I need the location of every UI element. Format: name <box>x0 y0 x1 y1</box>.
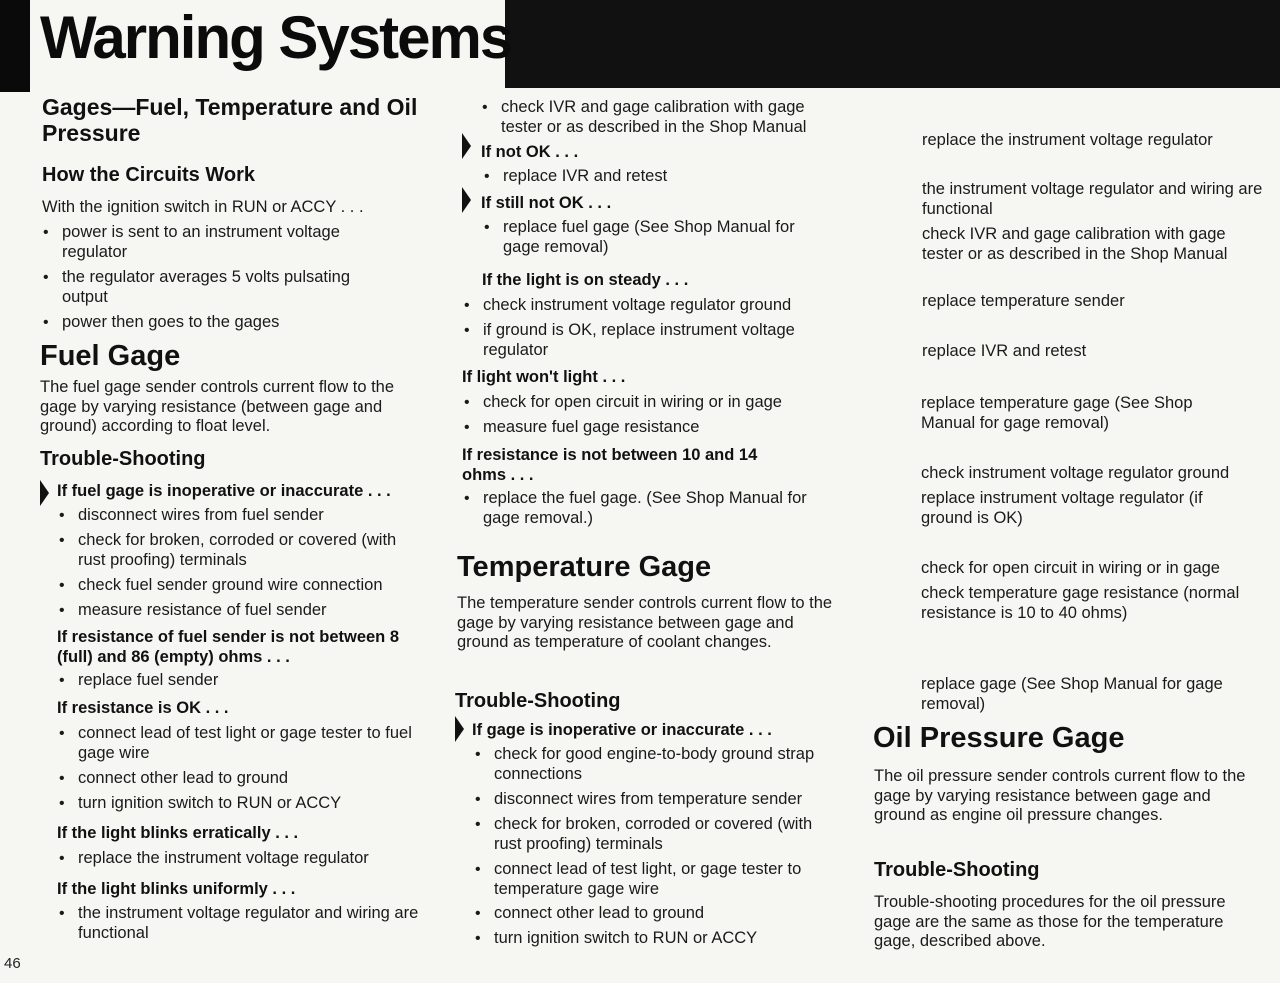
oil-pressure-gage-title: Oil Pressure Gage <box>873 722 1125 754</box>
list-item: • replace the fuel gage. (See Shop Manual for gage removal.) <box>483 489 823 528</box>
list-item: • replace fuel sender <box>78 671 418 691</box>
list-item: • power then goes to the gages <box>62 313 392 333</box>
circuits-intro: With the ignition switch in RUN or ACCY . . . <box>42 198 364 216</box>
procedure-result: replace instrument voltage regulator (if ground is OK) <box>921 489 1203 527</box>
condition-label: If fuel gage is inoperative or inaccurate . . . <box>57 482 391 500</box>
page-number: 46 <box>4 955 21 972</box>
temperature-gage-description: The temperature sender controls current flow to the gage by varying resistance between gage and ground as temperature of coolant changes. <box>457 594 833 651</box>
arrow-marker-icon <box>455 716 464 742</box>
list-item: • the instrument voltage regulator and wiring are functional <box>78 904 423 943</box>
procedure-result: replace gage (See Shop Manual for gage removal) <box>921 675 1223 713</box>
condition-label: If still not OK . . . <box>481 194 612 212</box>
list-item: • connect lead of test light or gage tester to fuel gage wire <box>78 724 418 763</box>
list-item: • connect other lead to ground <box>494 904 839 924</box>
arrow-marker-icon <box>462 187 471 213</box>
temperature-troubleshooting-title: Trouble-Shooting <box>455 690 621 712</box>
procedure-result: check temperature gage resistance (normal resistance is 10 to 40 ohms) <box>921 584 1240 622</box>
list-item: • check instrument voltage regulator ground <box>483 296 843 316</box>
condition-label: If resistance is OK . . . <box>57 699 229 717</box>
procedure-result: replace the instrument voltage regulator <box>922 131 1213 149</box>
list-item: • power is sent to an instrument voltage regulator <box>62 223 392 262</box>
list-item: • check fuel sender ground wire connection <box>78 576 418 596</box>
procedure-result: replace IVR and retest <box>922 342 1087 360</box>
condition-label: If the light is on steady . . . <box>482 271 689 289</box>
condition-label: If resistance is not between 10 and 14 ohms . . . <box>462 446 758 484</box>
list-item: • replace the instrument voltage regulator <box>78 849 418 869</box>
list-item: • connect lead of test light, or gage tester to temperature gage wire <box>494 860 839 899</box>
procedure-result: replace temperature sender <box>922 292 1125 310</box>
oil-pressure-gage-description: The oil pressure sender controls current flow to the gage by varying resistance between gage and ground as engine oil pressure changes. <box>874 767 1246 824</box>
list-item: • replace IVR and retest <box>503 167 843 187</box>
condition-label: If the light blinks uniformly . . . <box>57 880 296 898</box>
list-item: • measure resistance of fuel sender <box>78 601 418 621</box>
condition-label: If light won't light . . . <box>462 368 626 386</box>
procedure-result: the instrument voltage regulator and wiring are functional <box>922 180 1263 218</box>
title-banner <box>505 0 1280 88</box>
arrow-marker-icon <box>462 133 471 159</box>
list-item: • turn ignition switch to RUN or ACCY <box>78 794 418 814</box>
list-item: • replace fuel gage (See Shop Manual for gage removal) <box>503 218 833 257</box>
title-left-bar <box>0 0 30 92</box>
oil-troubleshooting-title: Trouble-Shooting <box>874 859 1040 881</box>
procedure-result: replace temperature gage (See Shop Manual for gage removal) <box>921 394 1193 432</box>
procedure-result: check for open circuit in wiring or in gage <box>921 559 1220 577</box>
procedure-result: check IVR and gage calibration with gage tester or as described in the Shop Manual <box>922 225 1228 263</box>
list-item: • check for broken, corroded or covered (with rust proofing) terminals <box>494 815 814 854</box>
temperature-gage-title: Temperature Gage <box>457 551 712 583</box>
list-item: • the regulator averages 5 volts pulsating output <box>62 268 392 307</box>
fuel-gage-title: Fuel Gage <box>40 340 181 372</box>
arrow-marker-icon <box>40 480 49 506</box>
how-circuits-work-title: How the Circuits Work <box>42 164 255 186</box>
list-item: • check for open circuit in wiring or in gage <box>483 393 843 413</box>
list-item: • disconnect wires from fuel sender <box>78 506 418 526</box>
list-item: • turn ignition switch to RUN or ACCY <box>494 929 839 949</box>
list-item: • check IVR and gage calibration with gage tester or as described in the Shop Manual <box>501 98 841 137</box>
fuel-gage-description: The fuel gage sender controls current flow to the gage by varying resistance (between gage and ground) according to float level. <box>40 378 395 435</box>
page-title: Warning Systems <box>40 4 512 71</box>
oil-troubleshooting-description: Trouble-shooting procedures for the oil pressure gage are the same as those for the temperature gage, described above. <box>874 893 1226 950</box>
fuel-troubleshooting-title: Trouble-Shooting <box>40 448 206 470</box>
gages-heading: Gages—Fuel, Temperature and Oil Pressure <box>42 94 418 146</box>
list-item: • if ground is OK, replace instrument voltage regulator <box>483 321 828 360</box>
condition-label: If resistance of fuel sender is not between 8 (full) and 86 (empty) ohms . . . <box>57 628 400 666</box>
list-item: • disconnect wires from temperature sender <box>494 790 844 810</box>
list-item: • measure fuel gage resistance <box>483 418 843 438</box>
procedure-result: check instrument voltage regulator ground <box>921 464 1230 482</box>
list-item: • check for good engine-to-body ground strap connections <box>494 745 824 784</box>
condition-label: If the light blinks erratically . . . <box>57 824 299 842</box>
condition-label: If gage is inoperative or inaccurate . . . <box>472 721 772 739</box>
list-item: • connect other lead to ground <box>78 769 418 789</box>
condition-label: If not OK . . . <box>481 143 579 161</box>
list-item: • check for broken, corroded or covered (with rust proofing) terminals <box>78 531 398 570</box>
